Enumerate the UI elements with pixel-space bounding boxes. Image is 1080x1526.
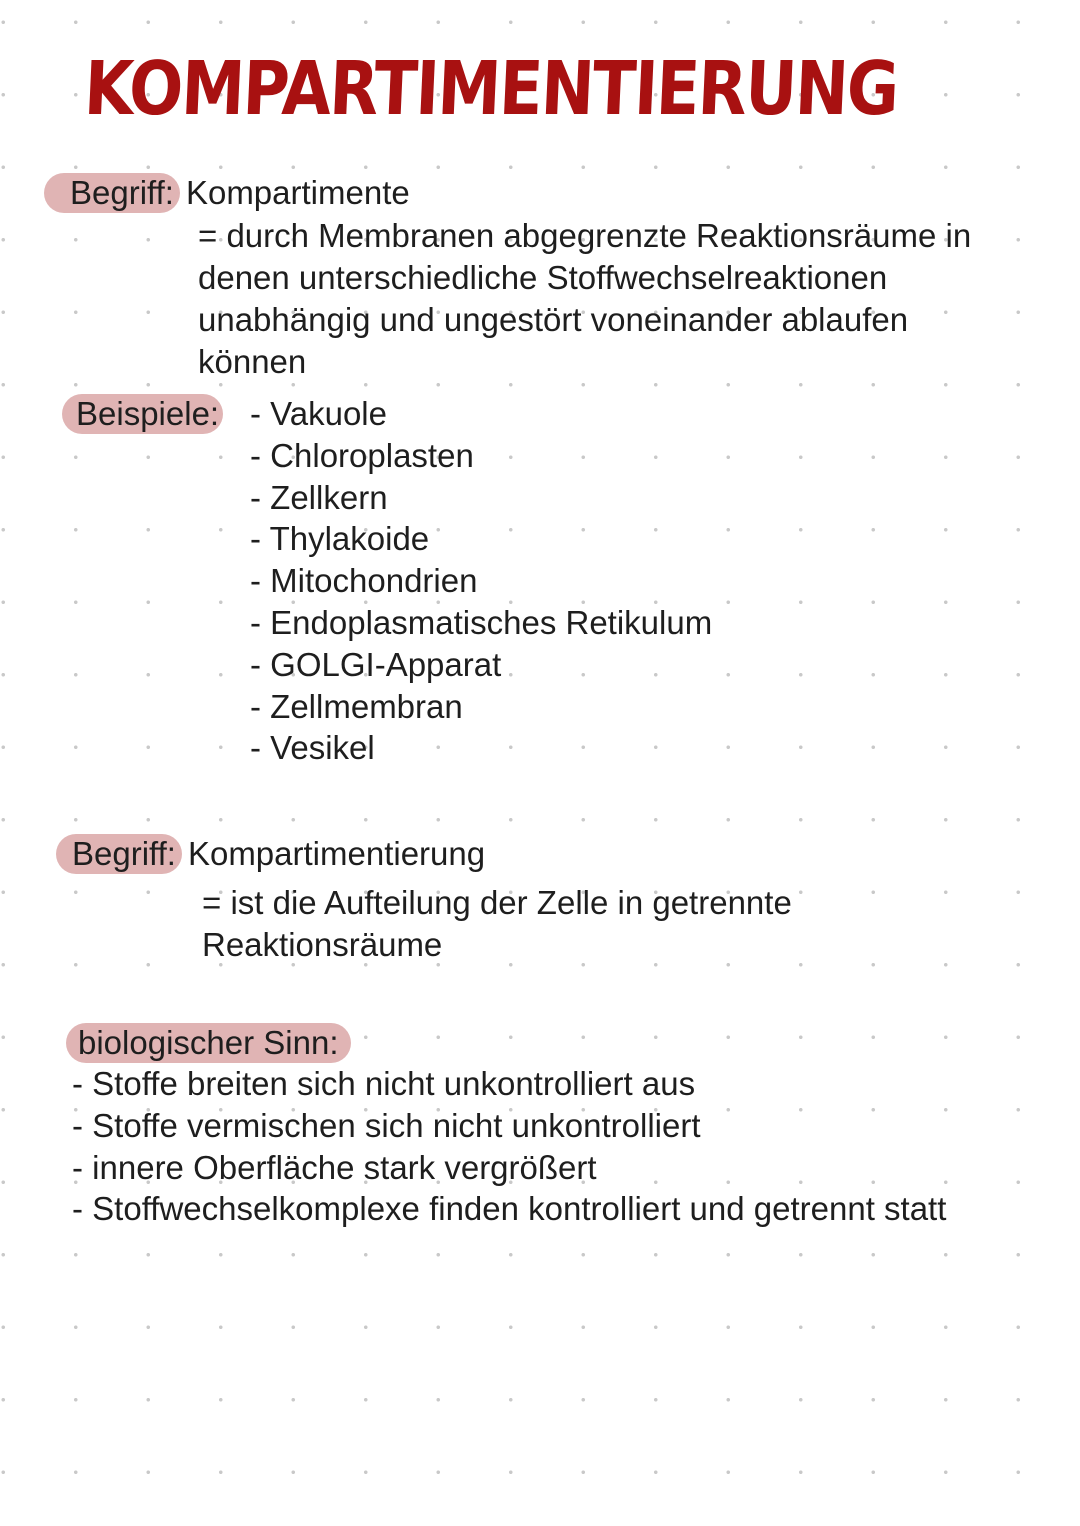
term-row-kompartimente [70,172,410,214]
definition-line: Reaktionsräume [202,926,443,963]
definition-line: = ist die Aufteilung der Zelle in getrennte [202,884,792,921]
list-item: - Stoffe breiten sich nicht unkontrolliert aus [72,1063,946,1105]
list-item: - Endoplasmatisches Retikulum [250,602,712,644]
list-item: - innere Oberfläche stark vergrößert [72,1147,946,1189]
biologischer-sinn-label-highlight: biologischer Sinn: [66,1023,351,1063]
begriff-label-highlight: Begriff: [44,173,180,213]
begriff-label-highlight: Begriff: [56,834,182,874]
list-item: - Stoffwechselkomplexe finden kontrolliert und getrennt statt [72,1188,946,1230]
term-kompartimente: Kompartimente [185,174,410,211]
definition-line: können [198,343,307,380]
list-item: - Zellkern [250,477,712,519]
meaning-list [72,1063,946,1230]
definition-kompartimentierung [202,882,792,966]
list-item: - Stoffe vermischen sich nicht unkontrolliert [72,1105,946,1147]
page-title: KOMPARTIMENTIERUNG [82,46,900,132]
beispiele-label-highlight: Beispiele: [62,394,223,434]
definition-line: unabhängig und ungestört voneinander ablaufen [198,301,909,338]
term-kompartimentierung: Kompartimentierung [187,835,486,872]
list-item: - GOLGI-Apparat [250,644,712,686]
definition-kompartimente [198,215,971,383]
examples-list [250,393,712,769]
list-item: - Mitochondrien [250,560,712,602]
examples-row [70,393,223,435]
list-item: - Vesikel [250,727,712,769]
list-item: - Vakuole [250,393,712,435]
definition-line: = durch Membranen abgegrenzte Reaktionsräume in [198,217,972,254]
definition-line: denen unterschiedliche Stoffwechselreaktionen [198,259,888,296]
term-row-kompartimentierung [72,833,485,875]
list-item: - Chloroplasten [250,435,712,477]
meaning-row [76,1022,351,1064]
list-item: - Thylakoide [250,518,712,560]
list-item: - Zellmembran [250,686,712,728]
